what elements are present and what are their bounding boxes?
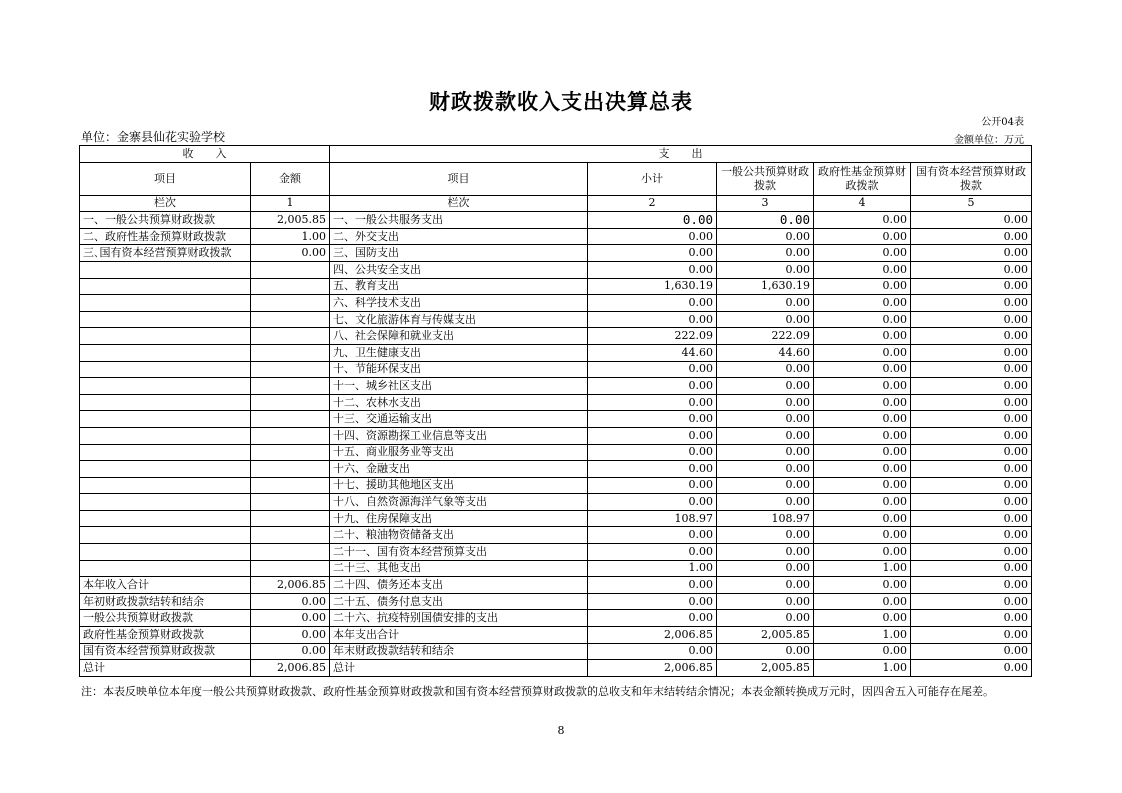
- budget-table: [79, 145, 1032, 677]
- income-amount-cell: [251, 494, 330, 511]
- table-row: [80, 328, 1032, 345]
- table-row: [80, 444, 1032, 461]
- fund-budget-cell: 0.00: [814, 261, 911, 278]
- subtotal-cell: 0.00: [588, 228, 717, 245]
- fund-budget-cell: 0.00: [814, 510, 911, 527]
- col-income-item: 项目: [80, 162, 251, 195]
- income-amount-cell: [251, 394, 330, 411]
- income-item-cell: 一、一般公共预算财政拨款: [80, 212, 251, 229]
- subtotal-cell: 0.00: [588, 593, 717, 610]
- income-item-cell: [80, 560, 251, 577]
- fund-budget-cell: 0.00: [814, 527, 911, 544]
- state-capital-cell: 0.00: [911, 378, 1032, 395]
- income-item-cell: [80, 411, 251, 428]
- income-item-cell: 三､国有资本经营预算财政拨款: [80, 245, 251, 262]
- reporting-unit: 单位：金寨县仙花实验学校: [81, 130, 226, 144]
- subtotal-cell: 0.00: [588, 544, 717, 561]
- fund-budget-cell: 0.00: [814, 643, 911, 660]
- expense-item-cell: 六、科学技术支出: [330, 295, 588, 312]
- table-row: [80, 544, 1032, 561]
- income-amount-cell: 0.00: [251, 643, 330, 660]
- fund-budget-cell: 0.00: [814, 311, 911, 328]
- expense-item-cell: 三、国防支出: [330, 245, 588, 262]
- state-capital-cell: 0.00: [911, 610, 1032, 627]
- seq-1: 1: [251, 195, 330, 212]
- seq-2: 2: [588, 195, 717, 212]
- income-item-cell: 二、政府性基金预算财政拨款: [80, 228, 251, 245]
- state-capital-cell: 0.00: [911, 328, 1032, 345]
- state-capital-cell: 0.00: [911, 477, 1032, 494]
- expense-item-cell: 七、文化旅游体育与传媒支出: [330, 311, 588, 328]
- income-amount-cell: 1.00: [251, 228, 330, 245]
- general-budget-cell: 44.60: [717, 344, 814, 361]
- subtotal-cell: 2,006.85: [588, 660, 717, 677]
- income-item-cell: [80, 278, 251, 295]
- col-general-budget: 一般公共预算财政拨款: [717, 162, 814, 195]
- subtotal-cell: 1.00: [588, 560, 717, 577]
- page-number: 8: [557, 724, 565, 737]
- state-capital-cell: 0.00: [911, 212, 1032, 229]
- general-budget-cell: 0.00: [717, 544, 814, 561]
- state-capital-cell: 0.00: [911, 228, 1032, 245]
- fund-budget-cell: 0.00: [814, 477, 911, 494]
- income-item-cell: [80, 527, 251, 544]
- expense-item-cell: 十四、资源勘探工业信息等支出: [330, 427, 588, 444]
- expense-item-cell: 十一、城乡社区支出: [330, 378, 588, 395]
- fund-budget-cell: 0.00: [814, 461, 911, 478]
- header-row-columns: [80, 162, 1032, 195]
- expense-item-cell: 十二、农林水支出: [330, 394, 588, 411]
- income-item-cell: 一般公共预算财政拨款: [80, 610, 251, 627]
- col-income-amount: 金额: [251, 162, 330, 195]
- state-capital-cell: 0.00: [911, 361, 1032, 378]
- expense-item-cell: 二十三、其他支出: [330, 560, 588, 577]
- expense-item-cell: 十、节能环保支出: [330, 361, 588, 378]
- expense-item-cell: 二十六、抗疫特别国债安排的支出: [330, 610, 588, 627]
- subtotal-cell: 1,630.19: [588, 278, 717, 295]
- general-budget-cell: 0.00: [717, 394, 814, 411]
- general-budget-cell: 0.00: [717, 643, 814, 660]
- income-amount-cell: [251, 411, 330, 428]
- income-item-cell: 总计: [80, 660, 251, 677]
- expense-item-cell: 二、外交支出: [330, 228, 588, 245]
- general-budget-cell: 0.00: [717, 593, 814, 610]
- income-amount-cell: [251, 527, 330, 544]
- expense-item-cell: 二十一、国有资本经营预算支出: [330, 544, 588, 561]
- state-capital-cell: 0.00: [911, 660, 1032, 677]
- subtotal-cell: 0.00: [588, 610, 717, 627]
- general-budget-cell: 0.00: [717, 444, 814, 461]
- income-item-cell: [80, 261, 251, 278]
- subtotal-cell: 0.00: [588, 261, 717, 278]
- general-budget-cell: 0.00: [717, 311, 814, 328]
- general-budget-cell: 0.00: [717, 261, 814, 278]
- subtotal-cell: 0.00: [588, 477, 717, 494]
- table-row: [80, 344, 1032, 361]
- general-budget-cell: 2,005.85: [717, 660, 814, 677]
- state-capital-cell: 0.00: [911, 411, 1032, 428]
- table-row: [80, 261, 1032, 278]
- fund-budget-cell: 0.00: [814, 593, 911, 610]
- income-item-cell: [80, 510, 251, 527]
- table-row: [80, 643, 1032, 660]
- expense-item-cell: 十三、交通运输支出: [330, 411, 588, 428]
- fund-budget-cell: 0.00: [814, 444, 911, 461]
- general-budget-cell: 0.00: [717, 378, 814, 395]
- state-capital-cell: 0.00: [911, 627, 1032, 644]
- seq-3: 3: [717, 195, 814, 212]
- state-capital-cell: 0.00: [911, 278, 1032, 295]
- state-capital-cell: 0.00: [911, 311, 1032, 328]
- subtotal-cell: 0.00: [588, 295, 717, 312]
- table-row: [80, 228, 1032, 245]
- col-state-capital-budget: 国有资本经营预算财政拨款: [911, 162, 1032, 195]
- income-item-cell: [80, 361, 251, 378]
- income-amount-cell: [251, 361, 330, 378]
- fund-budget-cell: 0.00: [814, 344, 911, 361]
- seq-4: 4: [814, 195, 911, 212]
- fund-budget-cell: 0.00: [814, 394, 911, 411]
- income-amount-cell: [251, 444, 330, 461]
- subtotal-cell: 0.00: [588, 643, 717, 660]
- income-amount-cell: 2,006.85: [251, 660, 330, 677]
- income-item-cell: [80, 311, 251, 328]
- header-row-groups: [80, 146, 1032, 163]
- subtotal-cell: 0.00: [588, 444, 717, 461]
- income-amount-cell: 0.00: [251, 593, 330, 610]
- table-row: [80, 212, 1032, 229]
- general-budget-cell: 0.00: [717, 527, 814, 544]
- state-capital-cell: 0.00: [911, 527, 1032, 544]
- expense-item-cell: 十六、金融支出: [330, 461, 588, 478]
- general-budget-cell: 0.00: [717, 477, 814, 494]
- expense-item-cell: 四、公共安全支出: [330, 261, 588, 278]
- subtotal-cell: 0.00: [588, 577, 717, 594]
- table-row: [80, 311, 1032, 328]
- table-row: [80, 610, 1032, 627]
- general-budget-cell: 0.00: [717, 212, 814, 229]
- fund-budget-cell: 0.00: [814, 328, 911, 345]
- general-budget-cell: 0.00: [717, 560, 814, 577]
- expense-item-cell: 总计: [330, 660, 588, 677]
- income-item-cell: [80, 295, 251, 312]
- subtotal-cell: 44.60: [588, 344, 717, 361]
- expense-item-cell: 十五、商业服务业等支出: [330, 444, 588, 461]
- subtotal-cell: 2,006.85: [588, 627, 717, 644]
- subtotal-cell: 222.09: [588, 328, 717, 345]
- income-amount-cell: [251, 328, 330, 345]
- fund-budget-cell: 0.00: [814, 577, 911, 594]
- state-capital-cell: 0.00: [911, 560, 1032, 577]
- state-capital-cell: 0.00: [911, 643, 1032, 660]
- fund-budget-cell: 1.00: [814, 660, 911, 677]
- income-amount-cell: [251, 427, 330, 444]
- report-title: 财政拨款收入支出决算总表: [429, 89, 693, 114]
- income-amount-cell: 2,006.85: [251, 577, 330, 594]
- subtotal-cell: 0.00: [588, 461, 717, 478]
- form-number: 公开04表: [981, 117, 1024, 128]
- income-amount-cell: [251, 344, 330, 361]
- table-row: [80, 278, 1032, 295]
- expense-item-cell: 十九、住房保障支出: [330, 510, 588, 527]
- income-item-cell: 年初财政拨款结转和结余: [80, 593, 251, 610]
- income-item-cell: [80, 344, 251, 361]
- expense-item-cell: 十八、自然资源海洋气象等支出: [330, 494, 588, 511]
- table-row: [80, 361, 1032, 378]
- expense-item-cell: 二十四、债务还本支出: [330, 577, 588, 594]
- table-row: [80, 660, 1032, 677]
- expense-group-header: 支 出: [330, 146, 1032, 163]
- state-capital-cell: 0.00: [911, 295, 1032, 312]
- table-row: [80, 411, 1032, 428]
- subtotal-cell: 0.00: [588, 411, 717, 428]
- fund-budget-cell: 0.00: [814, 411, 911, 428]
- table-row: [80, 295, 1032, 312]
- income-amount-cell: [251, 560, 330, 577]
- amount-unit: 金额单位：万元: [954, 135, 1024, 146]
- expense-item-cell: 九、卫生健康支出: [330, 344, 588, 361]
- table-row: [80, 477, 1032, 494]
- seq-row: [80, 195, 1032, 212]
- table-row: [80, 245, 1032, 262]
- state-capital-cell: 0.00: [911, 593, 1032, 610]
- subtotal-cell: 0.00: [588, 361, 717, 378]
- income-item-cell: [80, 461, 251, 478]
- general-budget-cell: 0.00: [717, 494, 814, 511]
- general-budget-cell: 0.00: [717, 245, 814, 262]
- income-item-cell: [80, 544, 251, 561]
- table-row: [80, 510, 1032, 527]
- income-amount-cell: [251, 378, 330, 395]
- income-item-cell: [80, 378, 251, 395]
- general-budget-cell: 0.00: [717, 295, 814, 312]
- expense-item-cell: 一、一般公共服务支出: [330, 212, 588, 229]
- col-fund-budget: 政府性基金预算财政拨款: [814, 162, 911, 195]
- income-amount-cell: [251, 261, 330, 278]
- general-budget-cell: 0.00: [717, 577, 814, 594]
- expense-item-cell: 二十五、债务付息支出: [330, 593, 588, 610]
- fund-budget-cell: 0.00: [814, 228, 911, 245]
- general-budget-cell: 0.00: [717, 411, 814, 428]
- fund-budget-cell: 0.00: [814, 361, 911, 378]
- state-capital-cell: 0.00: [911, 444, 1032, 461]
- income-amount-cell: [251, 295, 330, 312]
- col-subtotal: 小计: [588, 162, 717, 195]
- state-capital-cell: 0.00: [911, 494, 1032, 511]
- state-capital-cell: 0.00: [911, 261, 1032, 278]
- table-row: [80, 577, 1032, 594]
- col-expense-item: 项目: [330, 162, 588, 195]
- subtotal-cell: 0.00: [588, 494, 717, 511]
- expense-item-cell: 二十、粮油物资储备支出: [330, 527, 588, 544]
- income-item-cell: [80, 494, 251, 511]
- table-row: [80, 461, 1032, 478]
- income-item-cell: [80, 477, 251, 494]
- income-amount-cell: 2,005.85: [251, 212, 330, 229]
- income-amount-cell: [251, 544, 330, 561]
- income-amount-cell: [251, 461, 330, 478]
- income-amount-cell: [251, 311, 330, 328]
- income-item-cell: [80, 328, 251, 345]
- subtotal-cell: 0.00: [588, 212, 717, 229]
- fund-budget-cell: 0.00: [814, 610, 911, 627]
- fund-budget-cell: 1.00: [814, 560, 911, 577]
- general-budget-cell: 0.00: [717, 427, 814, 444]
- expense-item-cell: 八、社会保障和就业支出: [330, 328, 588, 345]
- income-amount-cell: 0.00: [251, 627, 330, 644]
- general-budget-cell: 0.00: [717, 610, 814, 627]
- table-row: [80, 394, 1032, 411]
- subtotal-cell: 0.00: [588, 527, 717, 544]
- fund-budget-cell: 0.00: [814, 427, 911, 444]
- expense-item-cell: 本年支出合计: [330, 627, 588, 644]
- subtotal-cell: 0.00: [588, 427, 717, 444]
- state-capital-cell: 0.00: [911, 510, 1032, 527]
- income-item-cell: 国有资本经营预算财政拨款: [80, 643, 251, 660]
- fund-budget-cell: 0.00: [814, 494, 911, 511]
- general-budget-cell: 1,630.19: [717, 278, 814, 295]
- expense-item-cell: 五、教育支出: [330, 278, 588, 295]
- fund-budget-cell: 0.00: [814, 278, 911, 295]
- state-capital-cell: 0.00: [911, 427, 1032, 444]
- state-capital-cell: 0.00: [911, 344, 1032, 361]
- fund-budget-cell: 0.00: [814, 245, 911, 262]
- seq-5: 5: [911, 195, 1032, 212]
- table-row: [80, 560, 1032, 577]
- income-amount-cell: 0.00: [251, 245, 330, 262]
- seq-label-income: 栏次: [80, 195, 251, 212]
- fund-budget-cell: 0.00: [814, 212, 911, 229]
- general-budget-cell: 0.00: [717, 361, 814, 378]
- fund-budget-cell: 0.00: [814, 295, 911, 312]
- subtotal-cell: 0.00: [588, 378, 717, 395]
- income-amount-cell: [251, 278, 330, 295]
- table-row: [80, 627, 1032, 644]
- general-budget-cell: 108.97: [717, 510, 814, 527]
- subtotal-cell: 0.00: [588, 311, 717, 328]
- fund-budget-cell: 1.00: [814, 627, 911, 644]
- income-item-cell: 政府性基金预算财政拨款: [80, 627, 251, 644]
- fund-budget-cell: 0.00: [814, 378, 911, 395]
- state-capital-cell: 0.00: [911, 461, 1032, 478]
- income-amount-cell: [251, 510, 330, 527]
- table-row: [80, 593, 1032, 610]
- fund-budget-cell: 0.00: [814, 544, 911, 561]
- state-capital-cell: 0.00: [911, 544, 1032, 561]
- state-capital-cell: 0.00: [911, 577, 1032, 594]
- income-amount-cell: 0.00: [251, 610, 330, 627]
- income-item-cell: [80, 394, 251, 411]
- income-amount-cell: [251, 477, 330, 494]
- state-capital-cell: 0.00: [911, 394, 1032, 411]
- income-item-cell: [80, 427, 251, 444]
- subtotal-cell: 108.97: [588, 510, 717, 527]
- income-group-header: 收 入: [80, 146, 330, 163]
- income-item-cell: 本年收入合计: [80, 577, 251, 594]
- table-row: [80, 378, 1032, 395]
- table-row: [80, 494, 1032, 511]
- table-note: 注：本表反映单位本年度一般公共预算财政拨款、政府性基金预算财政拨款和国有资本经营预算财政拨款的总收支和年末结转结余情况；本表金额转换成万元时，因四舍五入可能存在尾差。: [81, 685, 994, 698]
- table-row: [80, 427, 1032, 444]
- table-row: [80, 527, 1032, 544]
- general-budget-cell: 0.00: [717, 461, 814, 478]
- expense-item-cell: 十七、援助其他地区支出: [330, 477, 588, 494]
- expense-item-cell: 年末财政拨款结转和结余: [330, 643, 588, 660]
- subtotal-cell: 0.00: [588, 245, 717, 262]
- subtotal-cell: 0.00: [588, 394, 717, 411]
- seq-label-expense: 栏次: [330, 195, 588, 212]
- general-budget-cell: 0.00: [717, 228, 814, 245]
- general-budget-cell: 222.09: [717, 328, 814, 345]
- income-item-cell: [80, 444, 251, 461]
- state-capital-cell: 0.00: [911, 245, 1032, 262]
- general-budget-cell: 2,005.85: [717, 627, 814, 644]
